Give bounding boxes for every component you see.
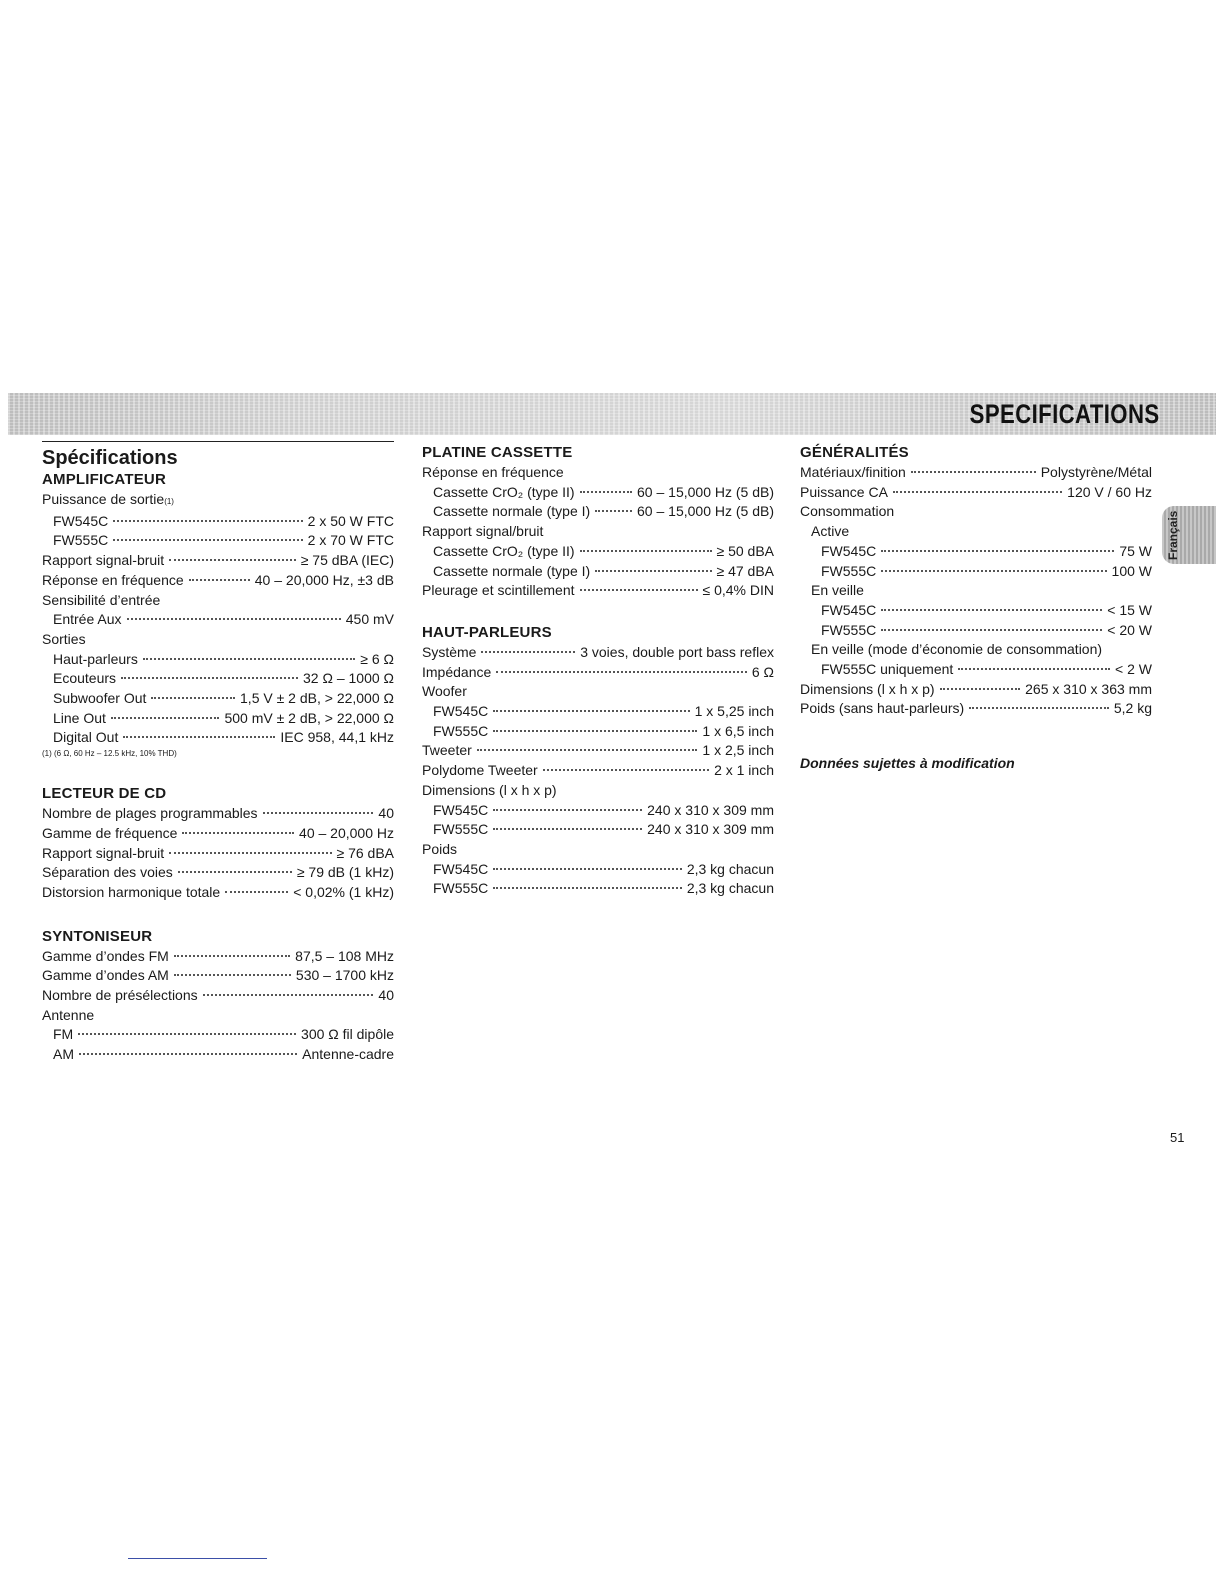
spec-label: Gamme de fréquence — [42, 824, 178, 841]
spec-value: 32 Ω – 1000 Ω — [303, 670, 394, 687]
spec-row — [800, 581, 1152, 601]
spec-value: ≥ 47 dBA — [716, 562, 774, 579]
leader-dots — [493, 710, 689, 712]
spec-label: Cassette CrO₂ (type II) — [433, 542, 575, 559]
spec-value: ≥ 50 dBA — [716, 542, 774, 559]
spec-row — [422, 801, 774, 821]
leader-dots — [143, 658, 355, 660]
spacer — [42, 903, 394, 927]
spec-row — [42, 844, 394, 864]
spec-label: Entrée Aux — [53, 611, 122, 628]
spec-label: Séparation des voies — [42, 864, 173, 881]
spec-value: 2,3 kg chacun — [686, 880, 774, 897]
spec-row — [422, 682, 774, 702]
spec-label: Tweeter — [422, 742, 472, 759]
spec-label: Line Out — [53, 709, 106, 726]
spec-row — [422, 820, 774, 840]
spec-value: 5,2 kg — [1113, 700, 1152, 717]
spec-label: Antenne — [42, 1006, 95, 1023]
spec-row — [422, 879, 774, 899]
spec-value: ≥ 79 dB (1 kHz) — [296, 864, 394, 881]
page-title: Spécifications — [42, 447, 178, 469]
spec-label: Poids — [422, 840, 458, 857]
spec-label: Système — [422, 643, 477, 660]
column-left — [42, 441, 394, 1065]
spec-label: FW555C uniquement — [821, 661, 954, 678]
spec-row — [42, 669, 394, 689]
leader-dots — [121, 677, 298, 679]
spec-row — [422, 741, 774, 761]
spec-value: 60 – 15,000 Hz (5 dB) — [637, 483, 774, 500]
spec-label: Poids (sans haut-parleurs) — [800, 700, 965, 717]
spec-row — [42, 824, 394, 844]
spec-label: Dimensions (l x h x p) — [800, 680, 935, 697]
leader-dots — [496, 671, 747, 673]
spec-value: 2 x 70 W FTC — [307, 532, 394, 549]
spec-value: 2 x 50 W FTC — [307, 512, 394, 529]
leader-dots — [580, 589, 698, 591]
spec-label: Woofer — [422, 683, 467, 700]
spec-row — [800, 502, 1152, 522]
spec-value: < 2 W — [1115, 661, 1152, 678]
spec-value: 3 voies, double port bass reflex — [580, 643, 774, 660]
spec-value: ≥ 76 dBA — [336, 844, 394, 861]
leader-dots — [263, 812, 374, 814]
spec-value: < 15 W — [1107, 601, 1152, 618]
spec-label: FW545C — [53, 512, 109, 529]
leader-dots — [580, 550, 712, 552]
spec-row — [42, 728, 394, 748]
spec-value: 530 – 1700 kHz — [295, 967, 394, 984]
banner-title: SPECIFICATIONS — [970, 399, 1160, 429]
spec-value: 450 mV — [345, 611, 394, 628]
leader-dots — [940, 688, 1021, 690]
spec-value: 500 mV ± 2 dB, > 22,000 Ω — [224, 709, 394, 726]
spec-label: Puissance CA — [800, 483, 888, 500]
spec-row — [42, 986, 394, 1006]
spec-label: Dimensions (l x h x p) — [422, 781, 557, 798]
spec-row — [800, 522, 1152, 542]
spec-value: 75 W — [1119, 542, 1152, 559]
spec-value: 1 x 2,5 inch — [702, 742, 774, 759]
spec-label: FW555C — [821, 562, 877, 579]
spec-row — [42, 1006, 394, 1026]
leader-dots — [123, 736, 275, 738]
spec-label: Rapport signal/bruit — [422, 523, 544, 540]
leader-dots — [493, 887, 682, 889]
spec-row — [42, 650, 394, 670]
spec-value: 240 x 310 x 309 mm — [647, 821, 774, 838]
spec-row — [42, 863, 394, 883]
leader-dots — [113, 520, 302, 522]
spec-value: < 20 W — [1107, 621, 1152, 638]
spec-row — [800, 601, 1152, 621]
spec-row — [800, 483, 1152, 503]
spec-label: FW545C — [433, 801, 489, 818]
spec-label: FW555C — [53, 532, 109, 549]
leader-dots — [174, 974, 291, 976]
spec-label: Cassette normale (type I) — [433, 503, 591, 520]
spec-label: FW555C — [433, 821, 489, 838]
leader-dots — [178, 871, 292, 873]
spec-label: FM — [53, 1026, 74, 1043]
leader-dots — [477, 749, 698, 751]
spec-label: FW555C — [433, 880, 489, 897]
leader-dots — [174, 955, 290, 957]
spec-label: FW545C — [433, 703, 489, 720]
spec-label: Active — [811, 523, 850, 540]
spec-row — [42, 630, 394, 650]
spec-label: Ecouteurs — [53, 670, 117, 687]
leader-dots — [182, 832, 294, 834]
spec-value: IEC 958, 44,1 kHz — [280, 729, 394, 746]
spec-row — [42, 551, 394, 571]
spec-row — [42, 571, 394, 591]
leader-dots — [595, 570, 711, 572]
spec-row — [422, 840, 774, 860]
spec-label: Réponse en fréquence — [422, 464, 564, 480]
spacer — [422, 601, 774, 623]
spec-label: Haut-parleurs — [53, 650, 138, 667]
leader-dots — [493, 809, 642, 811]
leader-dots — [493, 730, 697, 732]
spec-label: Gamme d’ondes AM — [42, 967, 169, 984]
spec-row — [422, 581, 774, 601]
spec-row — [800, 463, 1152, 483]
leader-dots — [189, 579, 250, 581]
leader-dots — [79, 1053, 297, 1055]
spec-value: < 0,02% (1 kHz) — [293, 883, 394, 900]
spec-row — [800, 699, 1152, 719]
disclaimer-note: Données sujettes à modification — [800, 755, 1015, 772]
section-title-cd: LECTEUR DE CD — [42, 785, 167, 803]
spec-row — [42, 947, 394, 967]
leader-dots — [493, 828, 642, 830]
leader-dots — [151, 697, 235, 699]
spec-label: Rapport signal-bruit — [42, 844, 165, 861]
title-rule — [42, 441, 394, 470]
spec-value: 87,5 – 108 MHz — [295, 947, 394, 964]
spec-row — [422, 761, 774, 781]
spec-value: 2,3 kg chacun — [686, 860, 774, 877]
spec-row — [422, 643, 774, 663]
spec-row — [42, 804, 394, 824]
spec-value: 1 x 6,5 inch — [702, 722, 774, 739]
language-tab-label: Français — [1166, 510, 1180, 560]
section-title-cassette: PLATINE CASSETTE — [422, 444, 573, 461]
spec-label: Pleurage et scintillement — [422, 582, 575, 599]
page-number: 51 — [1170, 1130, 1185, 1145]
spec-label: FW555C — [821, 621, 877, 638]
spec-value: 40 – 20,000 Hz, ±3 dB — [254, 571, 394, 588]
footnote: (1) (6 Ω, 60 Hz – 12.5 kHz, 10% THD) — [42, 749, 177, 759]
leader-dots — [481, 651, 575, 653]
spec-label: Nombre de plages programmables — [42, 805, 258, 822]
leader-dots — [203, 994, 374, 996]
spec-row — [42, 966, 394, 986]
spec-label: Digital Out — [53, 729, 119, 746]
spec-row — [42, 709, 394, 729]
spec-label: FW545C — [433, 860, 489, 877]
leader-dots — [595, 510, 632, 512]
leader-dots — [893, 491, 1062, 493]
leader-dots — [169, 852, 331, 854]
spec-row — [42, 689, 394, 709]
spec-value: 265 x 310 x 363 mm — [1025, 680, 1152, 697]
spec-row — [800, 621, 1152, 641]
spec-label: En veille — [811, 582, 864, 599]
leader-dots — [169, 559, 296, 561]
spec-value: 40 — [378, 805, 394, 822]
leader-dots — [881, 570, 1106, 572]
spec-value: 40 — [378, 987, 394, 1004]
column-right — [800, 441, 1152, 771]
spec-value: 1,5 V ± 2 dB, > 22,000 Ω — [240, 690, 394, 707]
spec-row — [800, 640, 1152, 660]
leader-dots — [969, 707, 1109, 709]
leader-dots — [113, 539, 302, 541]
spec-row — [422, 522, 774, 542]
spec-row — [422, 483, 774, 503]
spec-value: 240 x 310 x 309 mm — [647, 801, 774, 818]
spec-value: ≤ 0,4% DIN — [702, 582, 774, 599]
spec-row — [42, 490, 394, 512]
leader-dots — [580, 491, 632, 493]
spacer — [42, 760, 394, 784]
spec-row — [42, 1025, 394, 1045]
spec-label: AM — [53, 1046, 74, 1063]
spec-value: 40 – 20,000 Hz — [299, 824, 394, 841]
leader-dots — [911, 471, 1036, 473]
section-title-amplifier: AMPLIFICATEUR — [42, 471, 166, 488]
spec-label: Réponse en fréquence — [42, 571, 184, 588]
spec-value: 120 V / 60 Hz — [1067, 483, 1152, 500]
section-title-speakers: HAUT-PARLEURS — [422, 623, 552, 641]
spec-label: Matériaux/finition — [800, 464, 906, 480]
spec-row — [422, 562, 774, 582]
leader-dots — [225, 891, 288, 893]
spec-label: Impédance — [422, 663, 492, 680]
column-middle — [422, 441, 774, 899]
spec-value: 1 x 5,25 inch — [694, 703, 774, 720]
section-title-general: GÉNÉRALITÉS — [800, 444, 909, 461]
spec-value: Antenne-cadre — [302, 1046, 394, 1063]
spec-row — [800, 562, 1152, 582]
spec-row — [422, 463, 774, 483]
spec-label: Cassette CrO₂ (type II) — [433, 483, 575, 500]
spec-value: Polystyrène/Métal — [1040, 464, 1152, 480]
spec-row — [800, 680, 1152, 700]
spec-label: Distorsion harmonique totale — [42, 883, 221, 900]
leader-dots — [881, 629, 1102, 631]
footnote-marker: (1) — [164, 497, 174, 506]
section-banner — [8, 393, 1216, 435]
spec-value: 60 – 15,000 Hz (5 dB) — [637, 503, 774, 520]
spec-row — [42, 1045, 394, 1065]
leader-dots — [958, 668, 1110, 670]
leader-dots — [78, 1033, 296, 1035]
spec-row — [422, 542, 774, 562]
spec-label: En veille (mode d’économie de consommation) — [811, 641, 1103, 658]
leader-dots — [127, 618, 341, 620]
spec-label: FW545C — [821, 601, 877, 618]
spec-row — [422, 702, 774, 722]
spec-label: Cassette normale (type I) — [433, 562, 591, 579]
spec-row — [422, 781, 774, 801]
spec-label: FW555C — [433, 722, 489, 739]
spec-value: 2 x 1 inch — [714, 762, 774, 779]
spec-value: ≥ 6 Ω — [360, 650, 394, 667]
spec-row — [42, 883, 394, 903]
footer-rule — [128, 1558, 267, 1559]
spec-row — [42, 512, 394, 532]
spec-row — [422, 663, 774, 683]
spec-label: Sorties — [42, 630, 86, 647]
leader-dots — [111, 717, 220, 719]
section-title-tuner: SYNTONISEUR — [42, 927, 153, 945]
spec-row — [42, 610, 394, 630]
leader-dots — [543, 769, 709, 771]
spec-label: Puissance de sortie — [42, 491, 165, 507]
leader-dots — [881, 550, 1114, 552]
spec-row — [422, 502, 774, 522]
spec-label: Nombre de présélections — [42, 987, 198, 1004]
spec-label: Subwoofer Out — [53, 690, 147, 707]
leader-dots — [881, 609, 1102, 611]
spec-label: FW545C — [821, 542, 877, 559]
spec-label: Rapport signal-bruit — [42, 552, 165, 569]
spec-label: Gamme d’ondes FM — [42, 947, 169, 964]
spec-value: 6 Ω — [751, 663, 774, 680]
spec-row — [422, 722, 774, 742]
spec-value: ≥ 75 dBA (IEC) — [300, 552, 394, 569]
spec-row — [42, 591, 394, 611]
spec-row — [422, 860, 774, 880]
spec-value: 300 Ω fil dipôle — [301, 1026, 394, 1043]
spec-label: Polydome Tweeter — [422, 762, 538, 779]
spec-label: Consommation — [800, 503, 895, 520]
spec-row — [800, 660, 1152, 680]
spec-label: Sensibilité d’entrée — [42, 591, 161, 608]
spec-row — [800, 542, 1152, 562]
leader-dots — [493, 868, 682, 870]
spec-row — [42, 531, 394, 551]
spec-value: 100 W — [1111, 562, 1152, 579]
